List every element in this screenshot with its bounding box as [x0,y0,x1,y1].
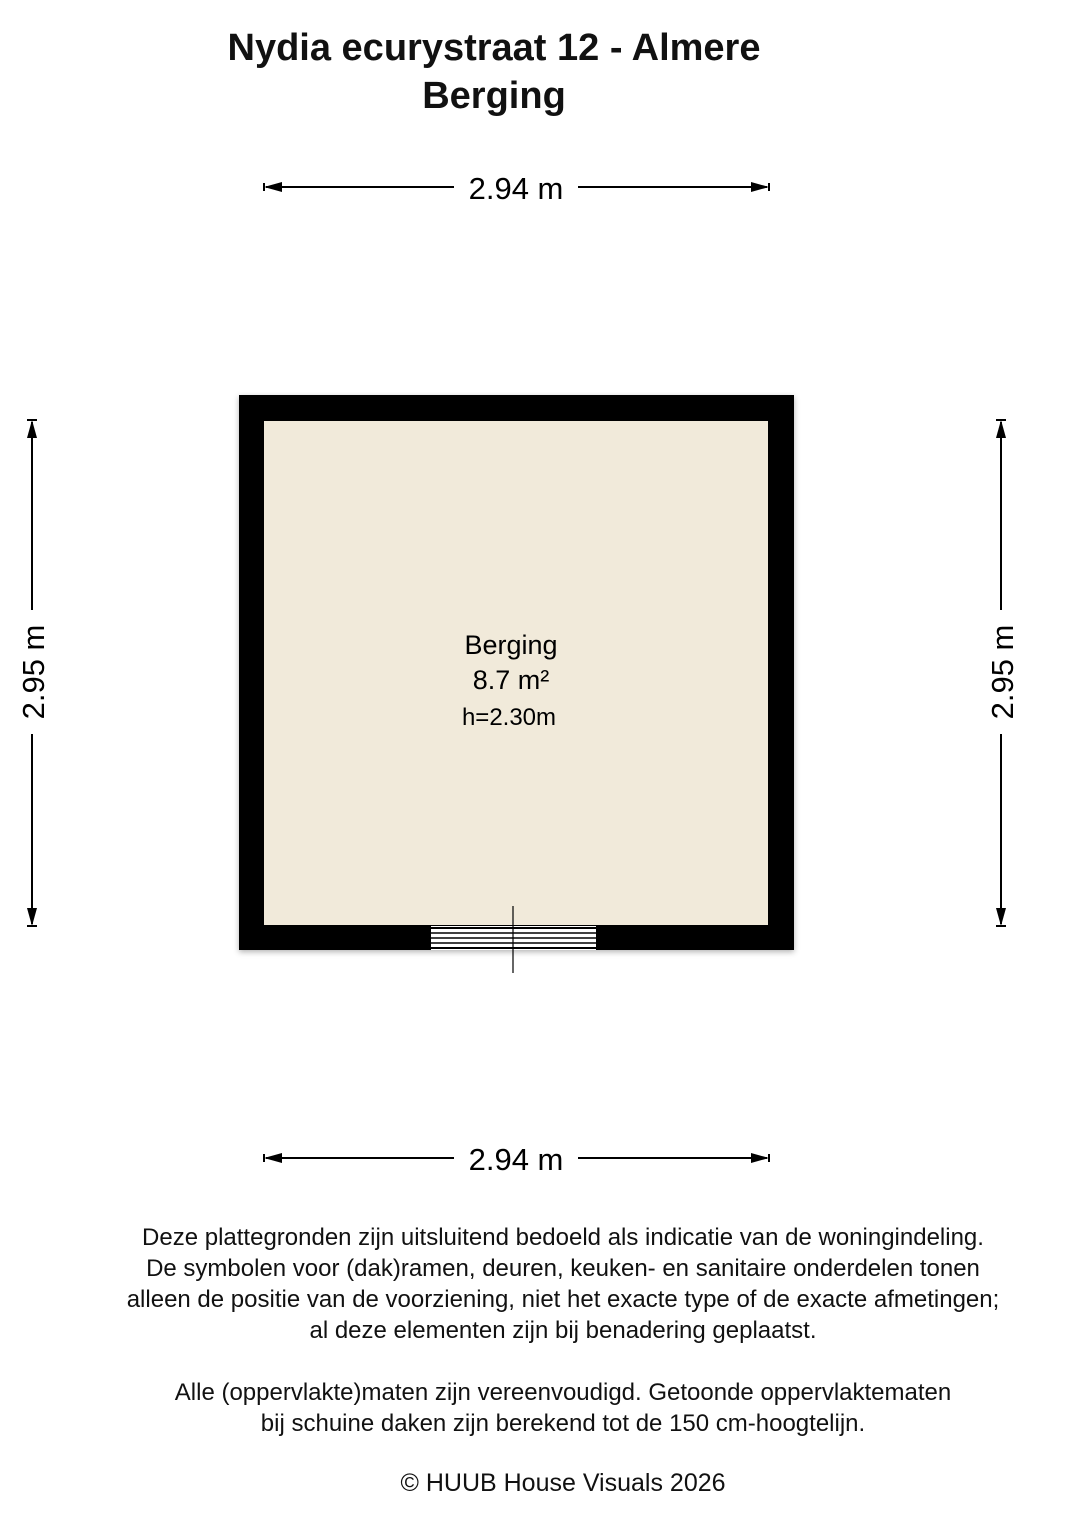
room-berging [239,395,794,973]
disclaimer-line: Deze plattegronden zijn uitsluitend bedoeld als indicatie van de woningindeling. [142,1224,984,1251]
dimension-bottom-label: 2.94 m [468,1142,564,1177]
dimension-right-label: 2.95 m [985,624,1020,720]
dimension-top [264,171,769,206]
disclaimer-paragraph-2 [0,1377,1080,1439]
dimension-bottom [264,1142,769,1177]
disclaimer-line: Alle (oppervlakte)maten zijn vereenvoudigd. Getoonde oppervlaktematen [174,1379,952,1406]
room-height: h=2.30m [461,704,557,731]
disclaimer-line: al deze elementen zijn bij benadering geplaatst. [309,1317,817,1344]
disclaimer-paragraph-1 [0,1222,1080,1346]
disclaimer-line: De symbolen voor (dak)ramen, deuren, keuken- en sanitaire onderdelen tonen [146,1255,980,1282]
floorplan-subtitle: Berging [422,75,566,117]
dimension-right [985,420,1020,926]
disclaimer-line: bij schuine daken zijn berekend tot de 150 cm-hoogtelijn. [260,1410,866,1437]
room-name: Berging [464,630,558,660]
copyright-notice: © HUUB House Visuals 2026 [400,1469,726,1497]
floorplan-title: Nydia ecurystraat 12 - Almere [227,27,761,69]
dimension-left [16,420,51,926]
room-area: 8.7 m² [472,665,550,695]
dimension-top-label: 2.94 m [468,171,564,206]
disclaimer-line: alleen de positie van de voorziening, niet het exacte type of de exacte afmetingen; [126,1286,1000,1313]
dimension-left-label: 2.95 m [16,624,51,720]
